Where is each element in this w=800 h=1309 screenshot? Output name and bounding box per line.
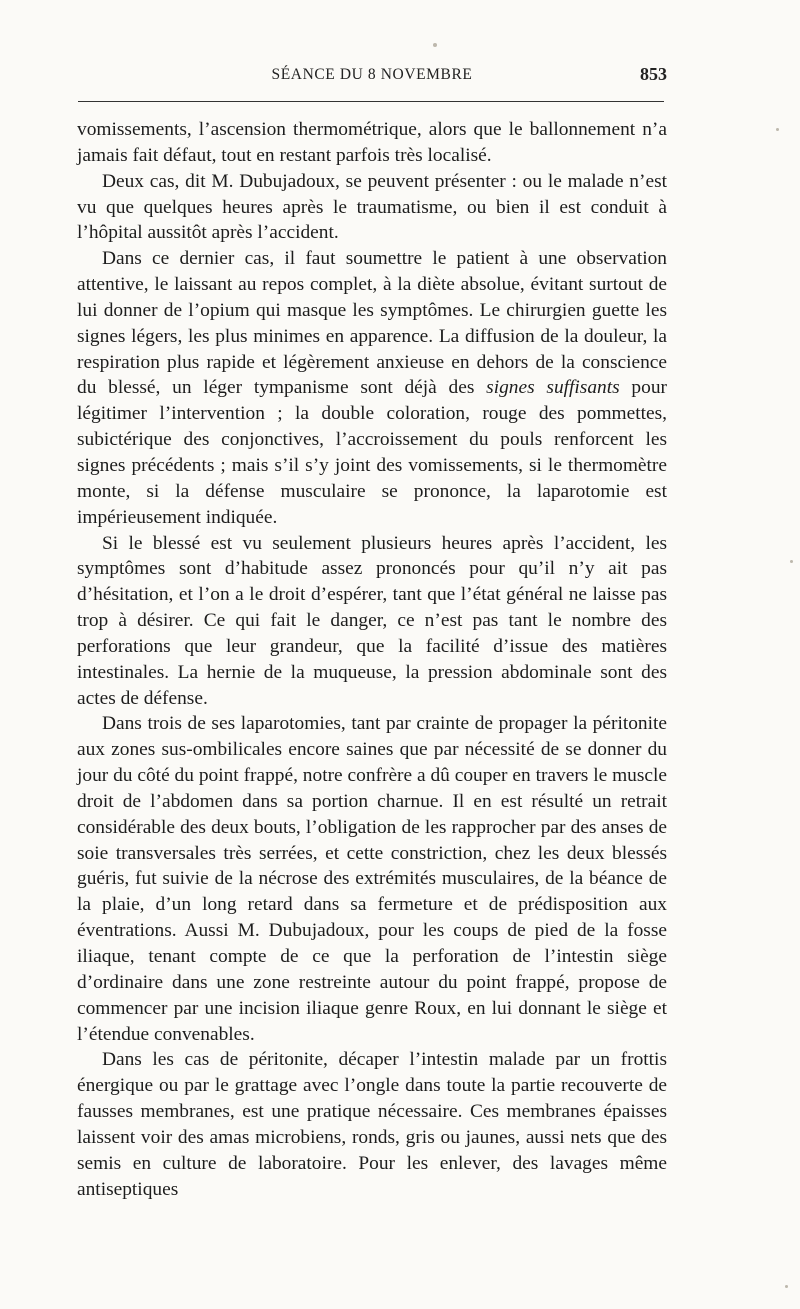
paragraph-6: Dans les cas de péritonite, décaper l’intestin malade par un frottis énergique ou par le grattage avec l’ongle dans toute la partie recouverte de fausses membranes, est une pratique nécessaire. Ces membranes épaisses laissent voir des amas microbiens, ronds, gris ou jaunes, aussi nets que des semis en culture de laboratoire. Pour les enlever, des lavages même antiseptiques <box>77 1049 667 1200</box>
paper-speck <box>776 128 779 131</box>
paragraph-3 <box>77 246 667 530</box>
paragraph-1: vomissements, l’ascension thermométrique, alors que le ballonnement n’a jamais fait défaut, tout en restant parfois très localisé. <box>77 119 667 166</box>
paper-speck <box>433 43 437 47</box>
italic-phrase: signes suffisants <box>486 377 620 399</box>
paragraph-2: Deux cas, dit M. Dubujadoux, se peuvent présenter : ou le malade n’est vu que quelques heures après le traumatisme, ou bien il est conduit à l’hôpital aussitôt après l’accident. <box>77 170 667 244</box>
paragraph-5: Dans trois de ses laparotomies, tant par crainte de propager la péritonite aux zones sus-ombilicales encore saines que par nécessité de se donner du jour du côté du point frappé, notre confrère a dû couper en travers le muscle droit de l’abdomen dans sa portion charnue. Il en est résulté un retrait considérable des deux bouts, l’obligation de les rapprocher par des anses de soie transversales très serrées, et cette constriction, chez les deux blessés guéris, fut suivie de la nécrose des extrémités musculaires, de la béance de la plaie, d’un long retard dans sa fermeture et de prédisposition aux éventrations. Aussi M. Dubujadoux, pour les coups de pied de la fosse iliaque, tenant compte de ce que la perforation de l’intestin siège d’ordinaire dans une zone restreinte autour du point frappé, propose de commencer par une incision iliaque genre Roux, en lui donnant le siège et l’étendue convenables. <box>77 713 667 1045</box>
page-header <box>77 64 667 92</box>
paragraph-3-part-2: pour légitimer l’intervention ; la double coloration, rouge des pommettes, subictérique des conjonctives, l’accroissement du pouls renforcent les signes précédents ; mais s’il s’y joint des vomissements, si le thermomètre monte, si la défense musculaire se prononce, la laparotomie est impérieusement indiquée. <box>77 377 667 528</box>
paragraph-3-part-1: Dans ce dernier cas, il faut soumettre le patient à une observation attentive, le laissant au repos complet, à la diète absolue, évitant surtout de lui donner de l’opium qui masque les symptômes. Le chirurgien guette les signes légers, les plus minimes en apparence. La diffusion de la douleur, la respiration plus rapide et légèrement anxieuse en dehors de la conscience du blessé, un léger tympanisme sont déjà des <box>77 248 667 399</box>
paper-speck <box>785 1285 788 1288</box>
header-rule <box>78 101 664 102</box>
page-number: 853 <box>640 64 667 84</box>
paper-speck <box>790 560 793 563</box>
body-text <box>77 117 667 1202</box>
paragraph-4: Si le blessé est vu seulement plusieurs heures après l’accident, les symptômes sont d’habitude assez prononcés pour qu’il n’y ait pas d’hésitation, et l’on a le droit d’espérer, tant que l’état général ne laisse pas trop à désirer. Ce qui fait le danger, ce n’est pas tant le nombre des perforations que leur grandeur, que la facilité d’issue des matières intestinales. La hernie de la muqueuse, la pression abdominale sont des actes de défense. <box>77 532 667 709</box>
running-head: SÉANCE DU 8 NOVEMBRE <box>271 66 473 83</box>
